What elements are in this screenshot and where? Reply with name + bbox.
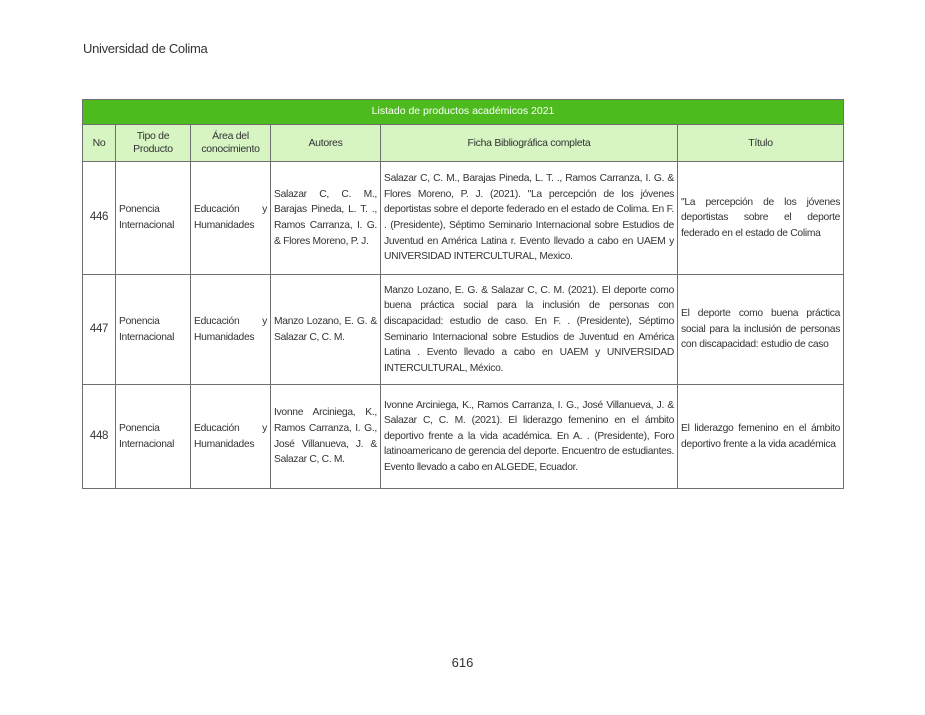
cell-tipo-line2: Internacional [119,438,175,450]
column-header-tipo-line2: Producto [133,143,173,155]
column-header-no: No [83,125,116,162]
cell-titulo: "La percepción de los jóvenes deportistas sobre el deporte federado en el estado de Colima [678,162,844,275]
cell-area-word2: Humanidades [194,220,255,231]
cell-ficha: Salazar C, C. M., Barajas Pineda, L. T. ., Ramos Carranza, I. G. & Flores Moreno, P. J. (2021). "La percepción de los jóvenes deportistas sobre el deporte federado en el estado de Colima. En F. . (Presidente), Séptimo Seminario Internacional sobre Estudios de Juventud en América Latina r. Evento llevado a cabo en UAEM y UNIVERSIDAD INTERCULTURAL, Mexico. [381,162,678,275]
cell-titulo: El liderazgo femenino en el ámbito deportivo frente a la vida académica [678,385,844,489]
cell-area [191,385,271,489]
cell-autores: Manzo Lozano, E. G. & Salazar C, C. M. [271,275,381,385]
table-row [83,275,844,385]
column-header-ficha: Ficha Bibliográfica completa [381,125,678,162]
column-header-area [191,125,271,162]
cell-autores: Ivonne Arciniega, K., Ramos Carranza, I. G., José Villanueva, J. & Salazar C, C. M. [271,385,381,489]
table-header-row [83,125,844,162]
cell-area-conj: y [262,422,267,434]
cell-no: 446 [83,162,116,275]
cell-no: 448 [83,385,116,489]
cell-tipo-line1: Ponencia [119,315,160,327]
column-header-titulo: Título [678,125,844,162]
column-header-area-line2: conocimiento [201,143,260,155]
table-caption: Listado de productos académicos 2021 [83,100,844,125]
cell-tipo-line2: Internacional [119,220,175,231]
cell-tipo [116,162,191,275]
cell-area-word2: Humanidades [194,438,255,450]
cell-no: 447 [83,275,116,385]
cell-area-word: Educación [194,315,240,327]
column-header-area-line1: Área del [212,130,249,142]
cell-ficha: Ivonne Arciniega, K., Ramos Carranza, I. G., José Villanueva, J. & Salazar C, C. M. (2021). El liderazgo femenino en el ámbito deportivo frente a la vida académica. En A. . (Presidente), Foro latinoamericano de gerencia del deporte. Encuentro de estudiantes. Evento llevado a cabo en ALGEDE, Ecuador. [381,385,678,489]
cell-area-word: Educación [194,422,240,434]
cell-area-conj: y [262,315,267,327]
cell-tipo-line2: Internacional [119,331,175,343]
cell-autores: Salazar C, C. M., Barajas Pineda, L. T. ., Ramos Carranza, I. G. & Flores Moreno, P. J. [271,162,381,275]
column-header-tipo-line1: Tipo de [136,130,170,142]
table-caption-row [83,100,844,125]
cell-area-conj: y [262,204,267,216]
table-row [83,162,844,275]
column-header-autores: Autores [271,125,381,162]
column-header-tipo [116,125,191,162]
cell-area [191,275,271,385]
cell-area-word: Educación [194,204,240,216]
page-number: 616 [451,655,474,670]
cell-tipo [116,385,191,489]
cell-titulo: El deporte como buena práctica social para la inclusión de personas con discapacidad: estudio de caso [678,275,844,385]
cell-tipo-line1: Ponencia [119,204,160,216]
cell-area [191,162,271,275]
products-table [82,99,844,489]
institution-header: Universidad de Colima [83,41,208,56]
cell-tipo [116,275,191,385]
cell-area-word2: Humanidades [194,331,255,343]
cell-ficha: Manzo Lozano, E. G. & Salazar C, C. M. (2021). El deporte como buena práctica social para la inclusión de personas con discapacidad: estudio de caso. En F. . (Presidente), Séptimo Seminario Internacional sobre Estudios de Juventud en América Latina . Evento llevado a cabo en UAEM y UNIVERSIDAD INTERCULTURAL, México. [381,275,678,385]
table-row [83,385,844,489]
cell-tipo-line1: Ponencia [119,422,160,434]
